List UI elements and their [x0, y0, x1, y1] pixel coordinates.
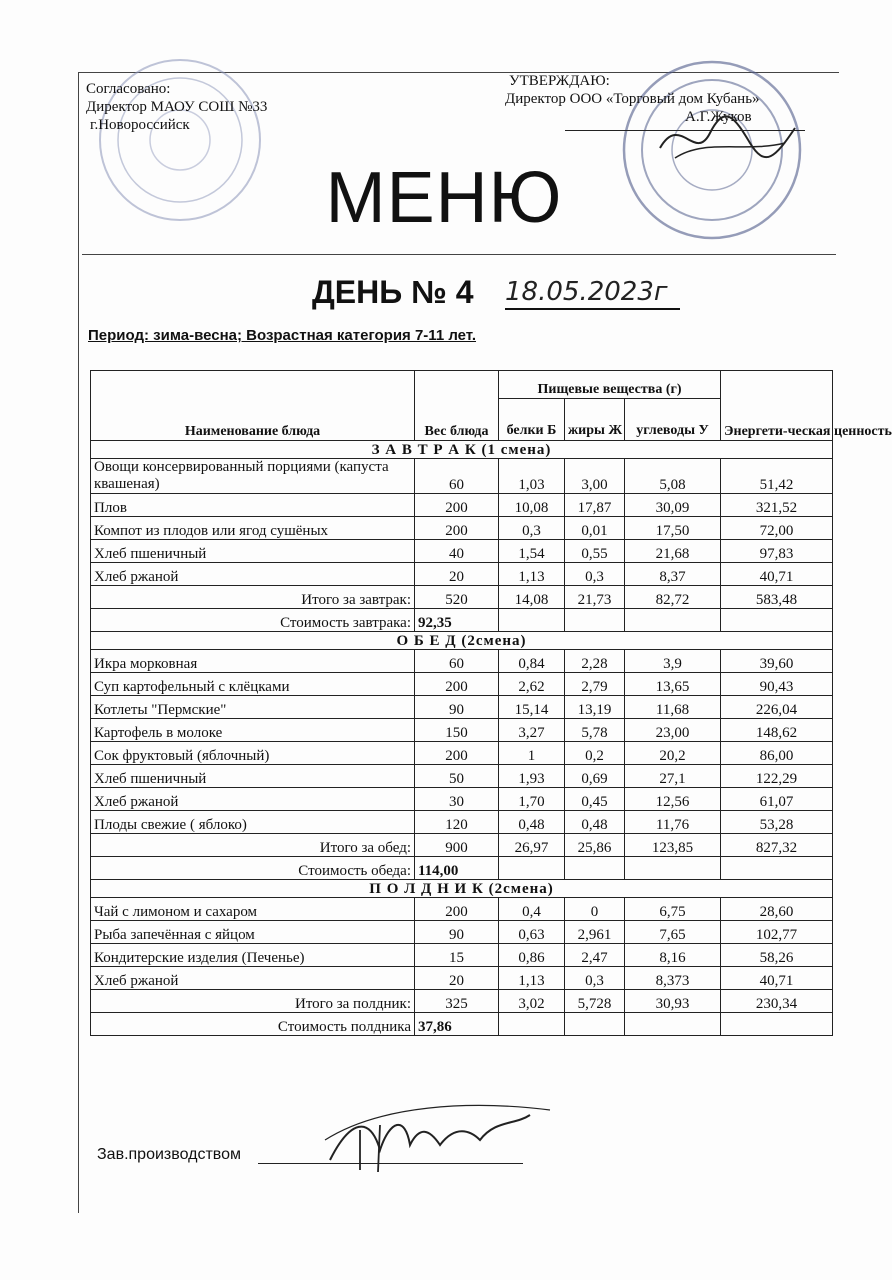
- dish-name: Хлеб ржаной: [91, 967, 415, 990]
- header-energy: Энергети-ческая ценность: [721, 371, 833, 441]
- dish-energy: 90,43: [721, 673, 833, 696]
- total-fat: 25,86: [565, 834, 625, 857]
- cost-value: 37,86: [415, 1013, 499, 1036]
- dish-fat: 2,47: [565, 944, 625, 967]
- dish-carbs: 20,2: [625, 742, 721, 765]
- section-title: О Б Е Д (2смена): [91, 632, 833, 650]
- dish-name: Овощи консервированный порциями (капуста квашеная): [91, 459, 415, 494]
- dish-carbs: 12,56: [625, 788, 721, 811]
- dish-energy: 51,42: [721, 459, 833, 494]
- dish-protein: 1,03: [499, 459, 565, 494]
- page-title: МЕНЮ: [325, 158, 563, 238]
- header-fat: жиры Ж: [565, 399, 625, 441]
- table-row: [91, 898, 833, 921]
- approval-right-line1: УТВЕРЖДАЮ:: [509, 73, 610, 89]
- dish-protein: 15,14: [499, 696, 565, 719]
- table-row: [91, 517, 833, 540]
- dish-protein: 2,62: [499, 673, 565, 696]
- dish-weight: 20: [415, 563, 499, 586]
- total-label: Итого за завтрак:: [91, 586, 415, 609]
- dish-carbs: 23,00: [625, 719, 721, 742]
- approval-left-line3: г.Новороссийск: [90, 117, 190, 133]
- approval-left-line1: Согласовано:: [86, 81, 171, 97]
- cost-value: 114,00: [415, 857, 499, 880]
- dish-carbs: 11,76: [625, 811, 721, 834]
- dish-weight: 15: [415, 944, 499, 967]
- total-row: [91, 990, 833, 1013]
- dish-carbs: 21,68: [625, 540, 721, 563]
- empty-cell: [565, 1013, 625, 1036]
- footer-label: Зав.производством: [97, 1146, 241, 1163]
- dish-carbs: 17,50: [625, 517, 721, 540]
- empty-cell: [625, 609, 721, 632]
- dish-weight: 200: [415, 742, 499, 765]
- section-header-row: [91, 632, 833, 650]
- cost-label: Стоимость обеда:: [91, 857, 415, 880]
- dish-protein: 1,13: [499, 563, 565, 586]
- empty-cell: [721, 1013, 833, 1036]
- section-title: П О Л Д Н И К (2смена): [91, 880, 833, 898]
- dish-weight: 200: [415, 494, 499, 517]
- dish-fat: 0,2: [565, 742, 625, 765]
- total-energy: 230,34: [721, 990, 833, 1013]
- dish-fat: 0,45: [565, 788, 625, 811]
- dish-energy: 102,77: [721, 921, 833, 944]
- dish-fat: 13,19: [565, 696, 625, 719]
- table-row: [91, 944, 833, 967]
- dish-fat: 0,48: [565, 811, 625, 834]
- dish-fat: 0,01: [565, 517, 625, 540]
- table-row: [91, 563, 833, 586]
- dish-carbs: 8,37: [625, 563, 721, 586]
- dish-protein: 0,84: [499, 650, 565, 673]
- total-row: [91, 586, 833, 609]
- approval-left-line2: Директор МАОУ СОШ №33: [86, 99, 268, 115]
- dish-protein: 0,86: [499, 944, 565, 967]
- dish-fat: 2,79: [565, 673, 625, 696]
- table-row: [91, 788, 833, 811]
- dish-energy: 72,00: [721, 517, 833, 540]
- dish-name: Кондитерские изделия (Печенье): [91, 944, 415, 967]
- section-header-row: [91, 441, 833, 459]
- table-row: [91, 765, 833, 788]
- cost-row: [91, 609, 833, 632]
- dish-energy: 97,83: [721, 540, 833, 563]
- dish-name: Котлеты "Пермские": [91, 696, 415, 719]
- dish-energy: 40,71: [721, 563, 833, 586]
- total-row: [91, 834, 833, 857]
- dish-weight: 200: [415, 673, 499, 696]
- header-weight: Вес блюда: [415, 371, 499, 441]
- dish-carbs: 3,9: [625, 650, 721, 673]
- dish-weight: 60: [415, 459, 499, 494]
- dish-protein: 3,27: [499, 719, 565, 742]
- dish-name: Компот из плодов или ягод сушёных: [91, 517, 415, 540]
- dish-weight: 60: [415, 650, 499, 673]
- total-fat: 5,728: [565, 990, 625, 1013]
- section-header-row: [91, 880, 833, 898]
- dish-energy: 321,52: [721, 494, 833, 517]
- dish-protein: 1,70: [499, 788, 565, 811]
- title-divider: [82, 254, 836, 255]
- empty-cell: [499, 857, 565, 880]
- header-nutrients: Пищевые вещества (г): [499, 371, 721, 399]
- empty-cell: [565, 857, 625, 880]
- dish-protein: 1,13: [499, 967, 565, 990]
- menu-table-body: [91, 441, 833, 1036]
- empty-cell: [499, 609, 565, 632]
- dish-weight: 90: [415, 921, 499, 944]
- dish-fat: 0,3: [565, 967, 625, 990]
- dish-weight: 40: [415, 540, 499, 563]
- dish-energy: 148,62: [721, 719, 833, 742]
- dish-energy: 122,29: [721, 765, 833, 788]
- dish-protein: 1: [499, 742, 565, 765]
- table-row: [91, 459, 833, 494]
- table-row: [91, 921, 833, 944]
- dish-name: Сок фруктовый (яблочный): [91, 742, 415, 765]
- dish-weight: 90: [415, 696, 499, 719]
- dish-name: Суп картофельный с клёцками: [91, 673, 415, 696]
- day-date: 18.05.2023г: [505, 276, 680, 310]
- dish-weight: 50: [415, 765, 499, 788]
- dish-fat: 3,00: [565, 459, 625, 494]
- dish-name: Икра морковная: [91, 650, 415, 673]
- dish-carbs: 13,65: [625, 673, 721, 696]
- dish-weight: 200: [415, 517, 499, 540]
- dish-carbs: 6,75: [625, 898, 721, 921]
- approval-right-line2: Директор ООО «Торговый дом Кубань»: [505, 91, 760, 107]
- dish-fat: 0,55: [565, 540, 625, 563]
- dish-name: Хлеб ржаной: [91, 563, 415, 586]
- total-fat: 21,73: [565, 586, 625, 609]
- dish-energy: 53,28: [721, 811, 833, 834]
- day-label: ДЕНЬ № 4: [312, 274, 474, 310]
- total-label: Итого за обед:: [91, 834, 415, 857]
- table-row: [91, 673, 833, 696]
- empty-cell: [565, 609, 625, 632]
- approval-left: [86, 80, 267, 134]
- dish-protein: 0,4: [499, 898, 565, 921]
- period-line: Период: зима-весна; Возрастная категория 7-11 лет.: [88, 327, 477, 344]
- total-label: Итого за полдник:: [91, 990, 415, 1013]
- table-row: [91, 494, 833, 517]
- cost-row: [91, 857, 833, 880]
- dish-energy: 40,71: [721, 967, 833, 990]
- dish-weight: 30: [415, 788, 499, 811]
- cost-value: 92,35: [415, 609, 499, 632]
- table-row: [91, 742, 833, 765]
- dish-energy: 226,04: [721, 696, 833, 719]
- header-name: Наименование блюда: [91, 371, 415, 441]
- dish-carbs: 30,09: [625, 494, 721, 517]
- dish-protein: 1,93: [499, 765, 565, 788]
- total-carbs: 30,93: [625, 990, 721, 1013]
- dish-name: Хлеб пшеничный: [91, 540, 415, 563]
- dish-fat: 2,28: [565, 650, 625, 673]
- dish-name: Плов: [91, 494, 415, 517]
- dish-protein: 10,08: [499, 494, 565, 517]
- header-carbs: углеводы У: [625, 399, 721, 441]
- dish-carbs: 5,08: [625, 459, 721, 494]
- dish-weight: 200: [415, 898, 499, 921]
- dish-protein: 0,48: [499, 811, 565, 834]
- manager-signature-icon: [320, 1100, 560, 1180]
- empty-cell: [721, 857, 833, 880]
- menu-table: [90, 370, 892, 1036]
- total-protein: 14,08: [499, 586, 565, 609]
- dish-carbs: 11,68: [625, 696, 721, 719]
- dish-carbs: 8,16: [625, 944, 721, 967]
- table-row: [91, 967, 833, 990]
- dish-weight: 20: [415, 967, 499, 990]
- approval-right-line3: А.Г.Жуков: [685, 109, 752, 125]
- total-carbs: 82,72: [625, 586, 721, 609]
- total-protein: 3,02: [499, 990, 565, 1013]
- dish-fat: 0,3: [565, 563, 625, 586]
- empty-cell: [499, 1013, 565, 1036]
- dish-carbs: 7,65: [625, 921, 721, 944]
- dish-fat: 17,87: [565, 494, 625, 517]
- total-energy: 583,48: [721, 586, 833, 609]
- header-protein: белки Б: [499, 399, 565, 441]
- total-weight: 900: [415, 834, 499, 857]
- dish-energy: 61,07: [721, 788, 833, 811]
- dish-protein: 0,3: [499, 517, 565, 540]
- table-row: [91, 696, 833, 719]
- cost-label: Стоимость завтрака:: [91, 609, 415, 632]
- dish-energy: 39,60: [721, 650, 833, 673]
- section-title: З А В Т Р А К (1 смена): [91, 441, 833, 459]
- dish-weight: 120: [415, 811, 499, 834]
- empty-cell: [625, 857, 721, 880]
- dish-protein: 0,63: [499, 921, 565, 944]
- total-protein: 26,97: [499, 834, 565, 857]
- dish-fat: 5,78: [565, 719, 625, 742]
- total-carbs: 123,85: [625, 834, 721, 857]
- table-row: [91, 650, 833, 673]
- dish-fat: 0: [565, 898, 625, 921]
- total-weight: 520: [415, 586, 499, 609]
- dish-energy: 86,00: [721, 742, 833, 765]
- cost-row: [91, 1013, 833, 1036]
- empty-cell: [625, 1013, 721, 1036]
- table-row: [91, 540, 833, 563]
- total-weight: 325: [415, 990, 499, 1013]
- table-row: [91, 811, 833, 834]
- dish-protein: 1,54: [499, 540, 565, 563]
- dish-fat: 2,961: [565, 921, 625, 944]
- total-energy: 827,32: [721, 834, 833, 857]
- dish-name: Хлеб пшеничный: [91, 765, 415, 788]
- dish-energy: 28,60: [721, 898, 833, 921]
- dish-carbs: 27,1: [625, 765, 721, 788]
- table-row: [91, 719, 833, 742]
- dish-fat: 0,69: [565, 765, 625, 788]
- cost-label: Стоимость полдника: [91, 1013, 415, 1036]
- dish-carbs: 8,373: [625, 967, 721, 990]
- dish-name: Чай с лимоном и сахаром: [91, 898, 415, 921]
- dish-name: Рыба запечённая с яйцом: [91, 921, 415, 944]
- dish-energy: 58,26: [721, 944, 833, 967]
- dish-weight: 150: [415, 719, 499, 742]
- dish-name: Хлеб ржаной: [91, 788, 415, 811]
- dish-name: Картофель в молоке: [91, 719, 415, 742]
- empty-cell: [721, 609, 833, 632]
- dish-name: Плоды свежие ( яблоко): [91, 811, 415, 834]
